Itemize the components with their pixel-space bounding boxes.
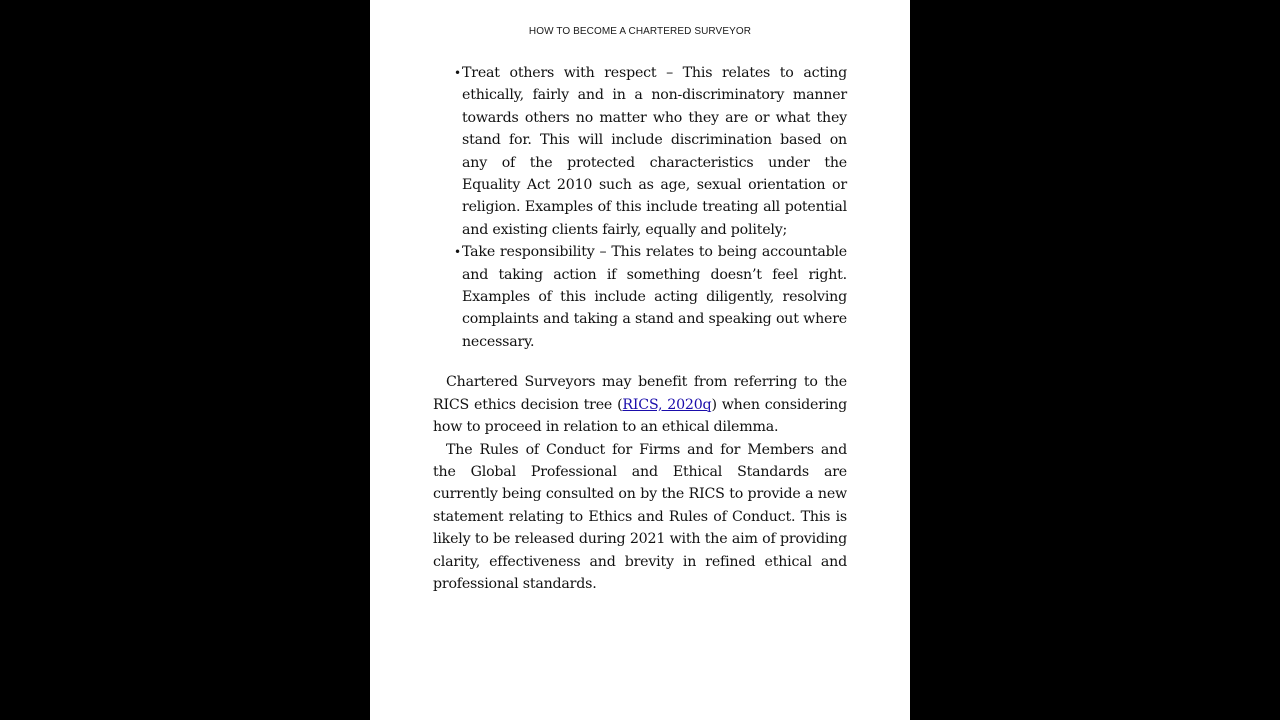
page-body <box>433 62 847 595</box>
bullet-icon: • <box>454 66 461 80</box>
bullet-list <box>433 62 847 353</box>
bullet-text: Take responsibility – This relates to being accountable and taking action if something doesn’t feel right. Examples of this include acting diligently, resolving complaints and taking a stand and speaking out where necessary. <box>462 244 847 350</box>
running-header: HOW TO BECOME A CHARTERED SURVEYOR <box>528 26 752 37</box>
paragraph-text: Chartered Surveyors may benefit from referring to the RICS ethics decision tree ( <box>433 374 847 413</box>
bullet-text: Treat others with respect – This relates to acting ethically, fairly and in a non-discriminatory manner towards others no matter who they are or what they stand for. This will include discrimination based on any of the protected characteristics under the Equality Act 2010 such as age, sexual orientation or religion. Examples of this include treating all potential and existing clients fairly, equally and politely; <box>462 65 847 238</box>
book-page <box>370 0 910 720</box>
paragraph-ethics-decision-tree <box>433 371 847 438</box>
citation-link[interactable]: RICS, 2020q <box>622 396 712 413</box>
bullet-item-treat-others <box>454 62 847 241</box>
paragraph-rules-of-conduct: The Rules of Conduct for Firms and for Members and the Global Professional and Ethical Standards are currently being consulted on by the RICS to provide a new statement relating to Ethics and Rules of Conduct. This is likely to be released during 2021 with the aim of providing clarity, effectiveness and brevity in refined ethical and professional standards. <box>433 441 847 592</box>
bullet-item-take-responsibility <box>454 241 847 353</box>
paragraph-text: ) when considering how to proceed in relation to an ethical dilemma. <box>433 396 847 436</box>
bullet-icon: • <box>454 245 461 260</box>
